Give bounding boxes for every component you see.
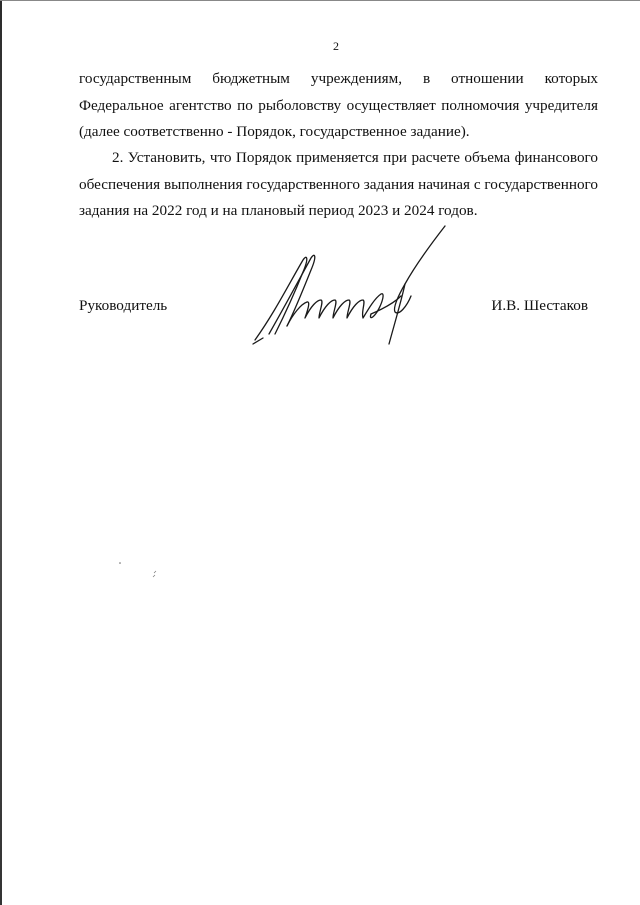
- signatory-title: Руководитель: [79, 297, 168, 314]
- paragraph-continuation: [79, 66, 598, 146]
- handwritten-signature: [245, 222, 455, 347]
- paragraph-line: государственным бюджетным учреждениям, в отношении которых: [79, 70, 598, 87]
- paragraph-line: (далее соответственно - Порядок, государственное задание).: [79, 123, 470, 140]
- scan-left-edge: [0, 0, 2, 905]
- paragraph-line: 2. Установить, что Порядок применяется при расчете объема финансового: [112, 149, 598, 166]
- paragraph-item-2: [79, 145, 598, 225]
- signatory-name: И.В. Шестаков: [491, 297, 588, 314]
- scan-top-edge: [0, 0, 640, 1]
- page-number: 2: [333, 39, 339, 53]
- scan-specks: [110, 555, 170, 585]
- paragraph-line: Федеральное агентство по рыболовству осуществляет полномочия учредителя: [79, 96, 598, 114]
- paragraph-line: обеспечения выполнения государственного задания начиная с государственного: [79, 175, 598, 193]
- paragraph-line: задания на 2022 год и на плановый период 2023 и 2024 годов.: [79, 202, 478, 219]
